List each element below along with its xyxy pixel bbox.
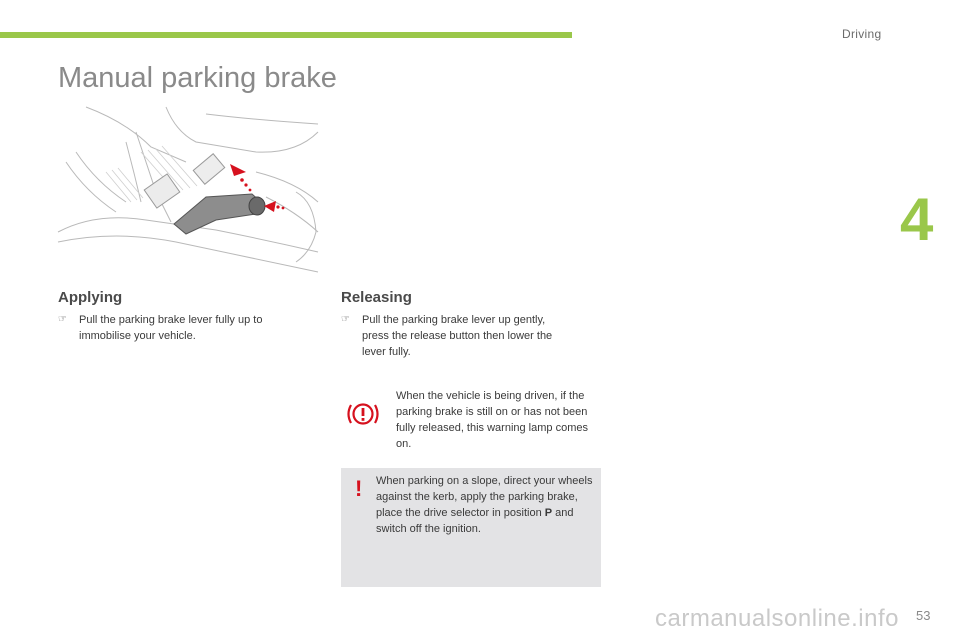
warning-text: When the vehicle is being driven, if the parking brake is still on or has not been fully released, this warning lamp comes on. [396, 390, 588, 450]
page-title: Manual parking brake [58, 62, 337, 94]
note-text-after: and switch off the ignition. [376, 507, 574, 535]
chapter-number: 4 [900, 186, 934, 253]
applying-bullet [58, 312, 298, 344]
applying-heading: Applying [58, 289, 123, 306]
releasing-text: Pull the parking brake lever up gently, press the release button then lower the lever fully. [362, 314, 553, 358]
note-text-before: When parking on a slope, direct your wheels against the kerb, apply the parking brake, place the drive selector in position [376, 475, 593, 519]
watermark: carmanualsonline.info [655, 605, 899, 632]
brake-warning-lamp-icon [346, 400, 380, 428]
note-box [341, 468, 601, 587]
pointing-hand-icon: ☞ [58, 314, 67, 325]
note-drive-selector-position: P [544, 507, 553, 519]
parking-brake-illustration [56, 102, 320, 280]
releasing-bullet [341, 312, 573, 360]
applying-text: Pull the parking brake lever fully up to immobilise your vehicle. [79, 314, 263, 342]
page-number: 53 [916, 608, 931, 623]
pointing-hand-icon: ☞ [341, 314, 350, 325]
note-text [376, 473, 596, 537]
releasing-heading: Releasing [341, 289, 412, 306]
header-accent-bar [0, 32, 572, 38]
exclamation-icon: ! [355, 476, 363, 501]
section-label: Driving [842, 27, 882, 41]
